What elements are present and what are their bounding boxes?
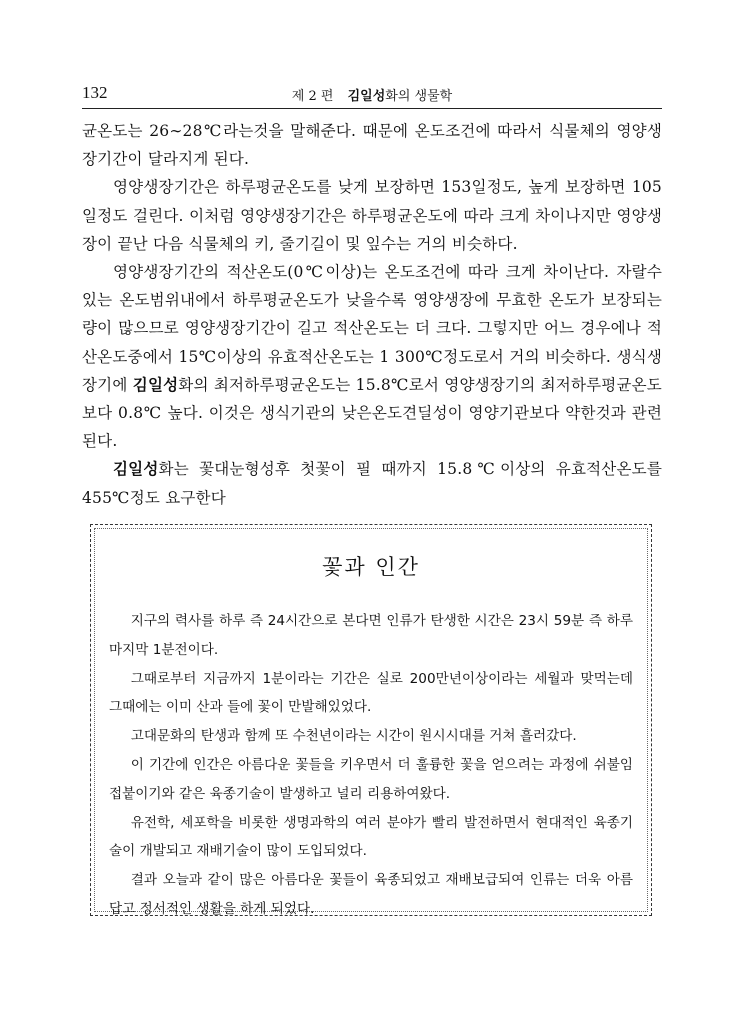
box-paragraph: 유전학, 세포학을 비롯한 생명과학의 여러 분야가 빨리 발전하면서 현대적인 육종기술이 개발되고 재배기술이 많이 도입되었다. (109, 814, 633, 860)
paragraph-3-name: 김일성 (132, 375, 179, 394)
page-header (82, 80, 662, 106)
box-paragraph: 지구의 력사를 하루 즉 24시간으로 본다면 인류가 탄생한 시간은 23시 59분 즉 하루 마지막 1분전이다. (109, 613, 633, 658)
running-title (82, 85, 662, 104)
header-rule (82, 108, 662, 109)
box-title: 꽃과 인간 (322, 555, 420, 579)
sidebar-box (90, 524, 652, 916)
box-paragraph: 결과 오늘과 같이 많은 아름다운 꽃들이 육종되었고 재배보급되여 인류는 더욱 아름답고 정서적인 생활을 하게 되었다. (109, 872, 633, 917)
box-paragraph: 이 기간에 인간은 아름다운 꽃들을 키우면서 더 훌륭한 꽃을 얻으려는 과정에 쉬불임접붙이기와 같은 육종기술이 발생하고 널리 리용하여왔다. (109, 756, 633, 802)
paragraph-3 (82, 258, 662, 455)
part-label: 제 2 편 (291, 89, 334, 104)
paragraph-3-text-b: 화의 최저하루평균온도는 15.8℃로서 영양생장기의 최저하루평균온도보다 0.8℃ 높다. 이것은 생식기관의 낮은온도견딜성이 영양기관보다 약한것과 관련된다. (82, 375, 662, 451)
paragraph-4-name: 김일성 (113, 460, 159, 479)
page-number: 132 (82, 83, 108, 102)
paragraph-3-text-a: 영양생장기간의 적산온도(0℃이상)는 온도조건에 따라 크게 차이난다. 자랄수 있는 온도범위내에서 하루평균온도가 낮을수록 영양생장에 무효한 온도가 보장되는 량이 많으므로 영양생장기간이 길고 적산온도는 더 크다. 그렇지만 어느 경우에나 적산온도중에서 15℃이상의 유효적산온도는 1 300℃정도로서 거의 비슷하다. 생식생장기에 (82, 263, 662, 394)
box-text (109, 607, 633, 924)
paragraph-1: 균온도는 26∼28℃라는것을 말해준다. 때문에 온도조건에 따라서 식물체의 영양생장기간이 달라지게 된다. (82, 122, 662, 169)
book-title-rest: 화의 생물학 (385, 89, 453, 104)
main-text (82, 117, 662, 512)
paragraph-4-text: 화는 꽃대눈형성후 첫꽃이 필 때까지 15.8℃이상의 유효적산온도를 455℃정도 요구한다 (82, 460, 662, 507)
book-title-bold: 김일성 (347, 89, 386, 104)
paragraph-2: 영양생장기간은 하루평균온도를 낮게 보장하면 153일정도, 높게 보장하면 105일정도 걸린다. 이처럼 영양생장기간은 하루평균온도에 따라 크게 차이나지만 영양생장이 끝난 다음 식물체의 키, 줄기길이 및 잎수는 거의 비슷하다. (82, 178, 662, 253)
paragraph-4 (82, 455, 662, 511)
box-paragraph: 그때로부터 지금까지 1분이라는 기간은 실로 200만년이상이라는 세월과 맞먹는데 그때에는 이미 산과 들에 꽃이 만발해있었다. (109, 670, 633, 716)
box-paragraph: 고대문화의 탄생과 함께 또 수천년이라는 시간이 원시시대를 거쳐 흘러갔다. (130, 728, 577, 745)
